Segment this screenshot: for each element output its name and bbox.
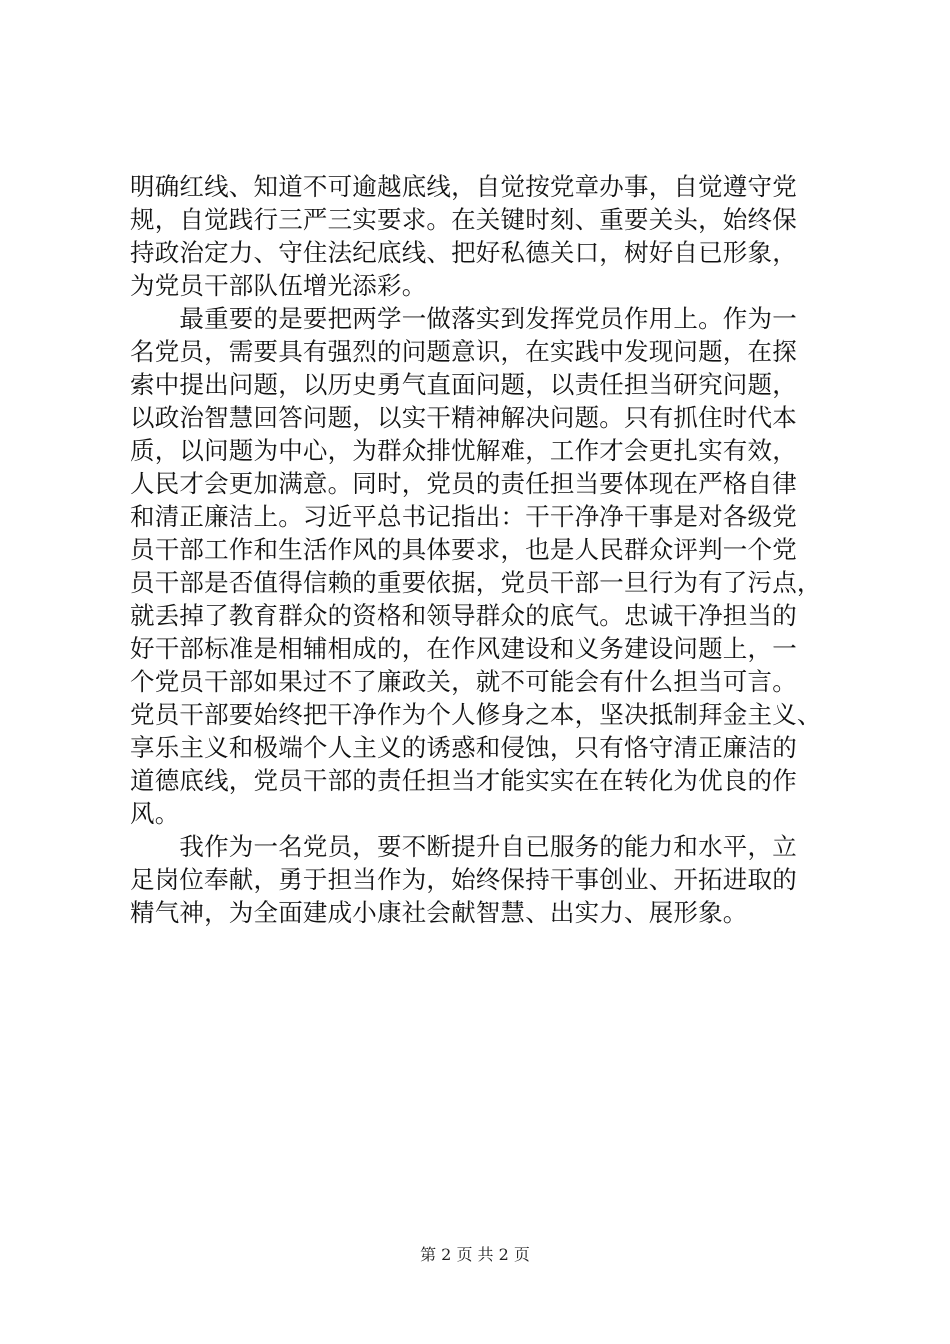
- text-line: 我作为一名党员，要不断提升自已服务的能力和水平，立: [130, 832, 797, 861]
- text-line: 以政治智慧回答问题，以实干精神解决问题。只有抓住时代本: [130, 403, 797, 432]
- text-line: 质，以问题为中心，为群众排忧解难，工作才会更扎实有效，: [130, 436, 797, 465]
- text-line: 和清正廉洁上。习近平总书记指出：干干净净干事是对各级党: [130, 502, 797, 531]
- text-line: 人民才会更加满意。同时，党员的责任担当要体现在严格自律: [130, 469, 797, 498]
- text-line: 党员干部要始终把干净作为个人修身之本，坚决抵制拜金主义、: [130, 700, 822, 729]
- body-text: [130, 170, 830, 929]
- text-line: 员干部是否值得信赖的重要依据，党员干部一旦行为有了污点，: [130, 568, 822, 597]
- text-line: 规，自觉践行三严三实要求。在关键时刻、重要关头，始终保: [130, 205, 797, 234]
- text-line: 为党员干部队伍增光添彩。: [130, 271, 427, 300]
- page-number: 第 2 页 共 2 页: [420, 1245, 530, 1264]
- text-line: 精气神，为全面建成小康社会献智慧、出实力、展形象。: [130, 898, 748, 927]
- text-line: 最重要的是要把两学一做落实到发挥党员作用上。作为一: [130, 304, 797, 333]
- text-line: 员干部工作和生活作风的具体要求，也是人民群众评判一个党: [130, 535, 797, 564]
- text-line: 道德底线，党员干部的责任担当才能实实在在转化为优良的作: [130, 766, 797, 795]
- text-line: 好干部标准是相辅相成的，在作风建设和义务建设问题上，一: [130, 634, 797, 663]
- text-line: 享乐主义和极端个人主义的诱惑和侵蚀，只有恪守清正廉洁的: [130, 733, 797, 762]
- text-line: 个党员干部如果过不了廉政关，就不可能会有什么担当可言。: [130, 667, 797, 696]
- text-line: 持政治定力、守住法纪底线、把好私德关口，树好自已形象，: [130, 238, 797, 267]
- text-line: 就丢掉了教育群众的资格和领导群众的底气。忠诚干净担当的: [130, 601, 797, 630]
- text-line: 索中提出问题，以历史勇气直面问题，以责任担当研究问题，: [130, 370, 797, 399]
- text-line: 名党员，需要具有强烈的问题意识，在实践中发现问题，在探: [130, 337, 797, 366]
- page-footer: [0, 1244, 950, 1266]
- text-line: 足岗位奉献，勇于担当作为，始终保持干事创业、开拓进取的: [130, 865, 797, 894]
- text-line: 风。: [130, 799, 180, 828]
- text-line: 明确红线、知道不可逾越底线，自觉按党章办事，自觉遵守党: [130, 172, 797, 201]
